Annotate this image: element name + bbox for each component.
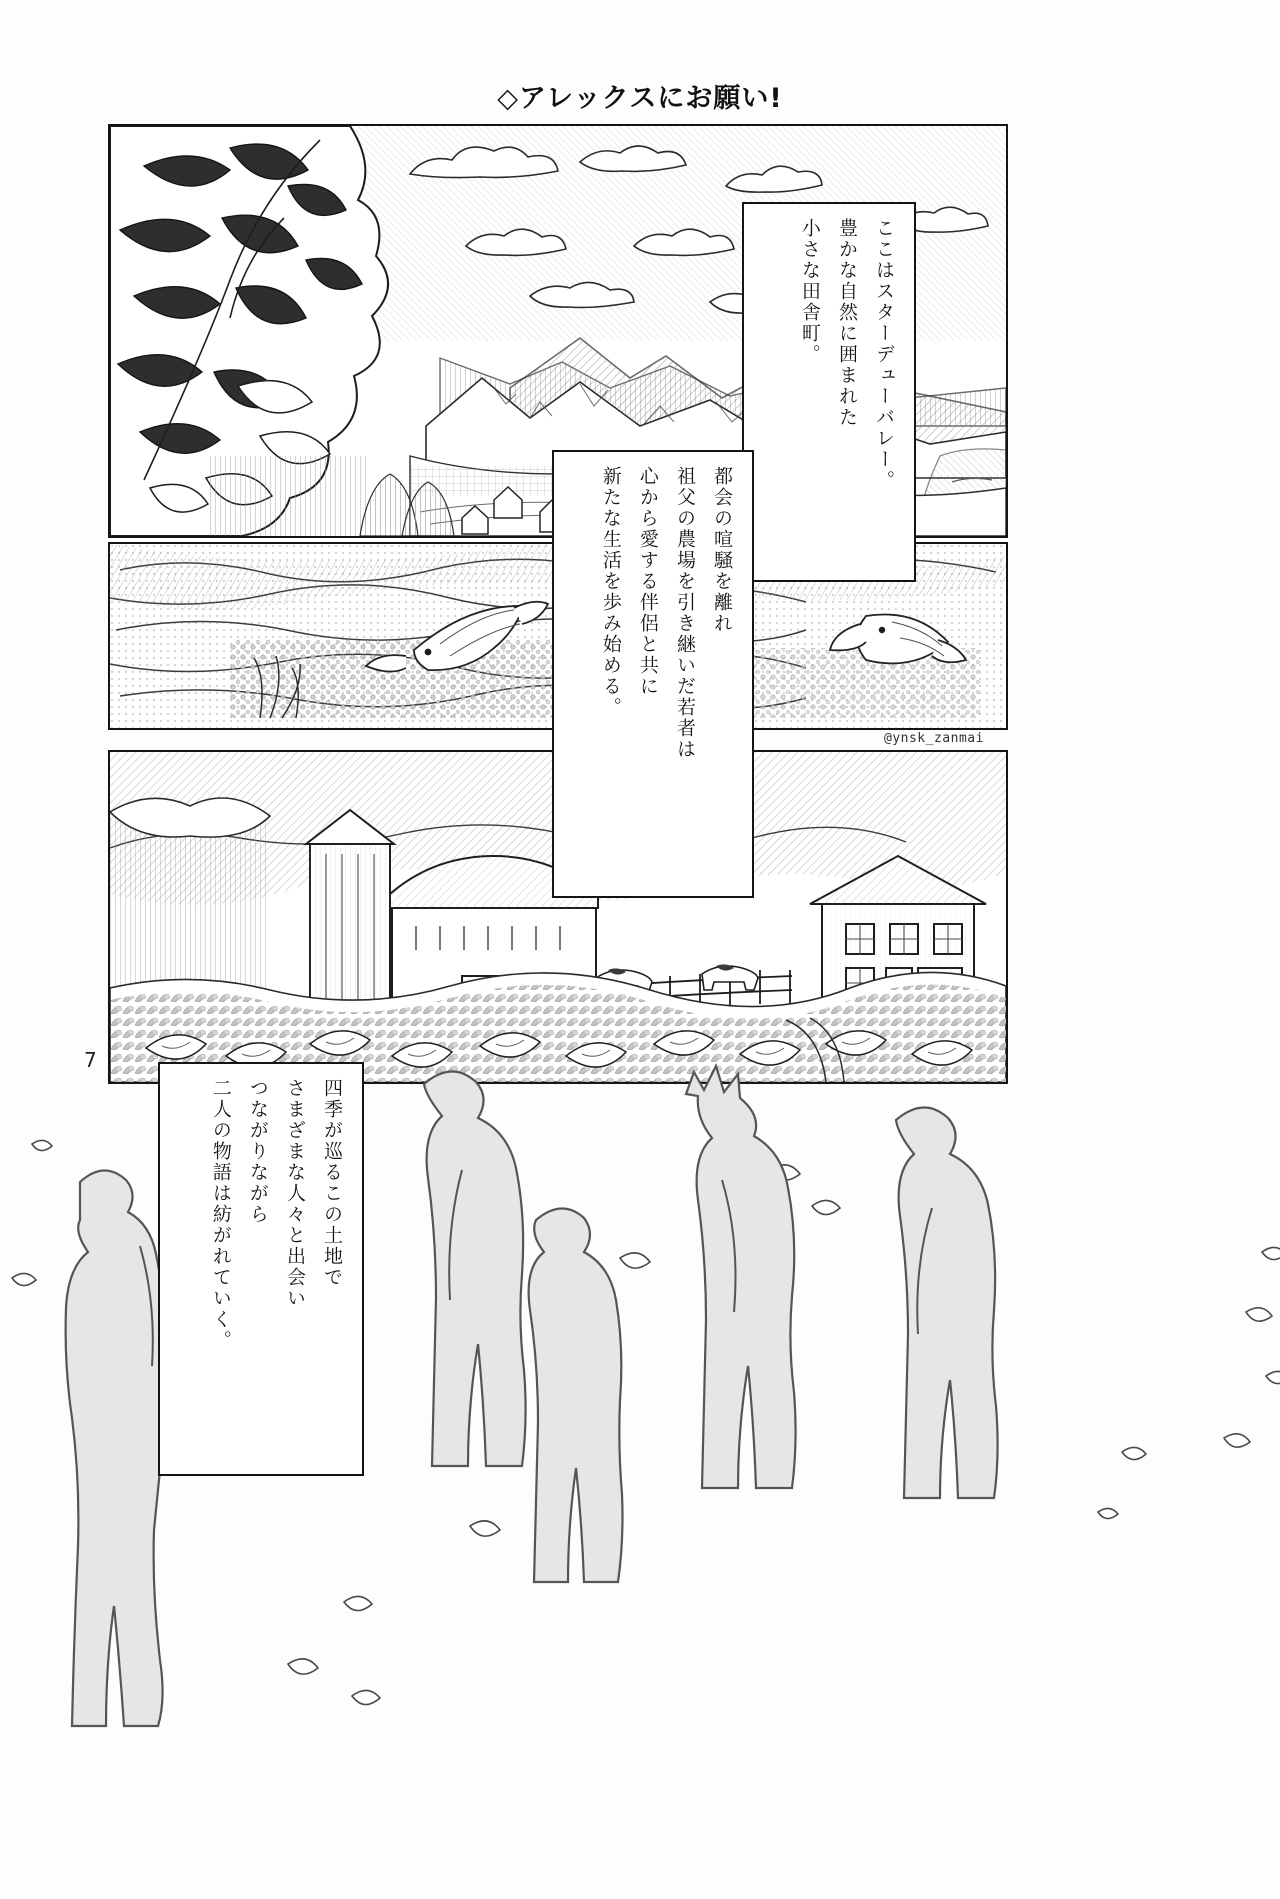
narration-line: 豊かな自然に囲まれた	[835, 218, 858, 428]
narration-line: 新たな生活を歩み始める。	[599, 466, 622, 718]
narration-box-1	[742, 202, 916, 582]
narration-box-3	[158, 1062, 364, 1476]
narration-line: 祖父の農場を引き継いだ若者は	[673, 466, 696, 760]
page-title: ◇アレックスにお願い!	[497, 83, 783, 114]
narration-line: さまざまな人々と出会い	[283, 1078, 306, 1309]
narration-line: 二人の物語は紡がれていく。	[209, 1078, 232, 1351]
narration-line: 四季が巡るこの土地で	[321, 1078, 343, 1288]
artist-credit: @ynsk_zanmai	[884, 731, 984, 746]
narration-line: 小さな田舎町。	[798, 218, 821, 365]
narration-line: ここはスターデューバレー。	[873, 218, 895, 491]
narration-line: つながりながら	[246, 1078, 269, 1225]
page-number: 7	[84, 1048, 97, 1072]
narration-line: 心から愛する伴侶と共に	[636, 466, 659, 697]
narration-line: 都会の喧騒を離れ	[711, 466, 733, 634]
narration-box-2	[552, 450, 754, 898]
